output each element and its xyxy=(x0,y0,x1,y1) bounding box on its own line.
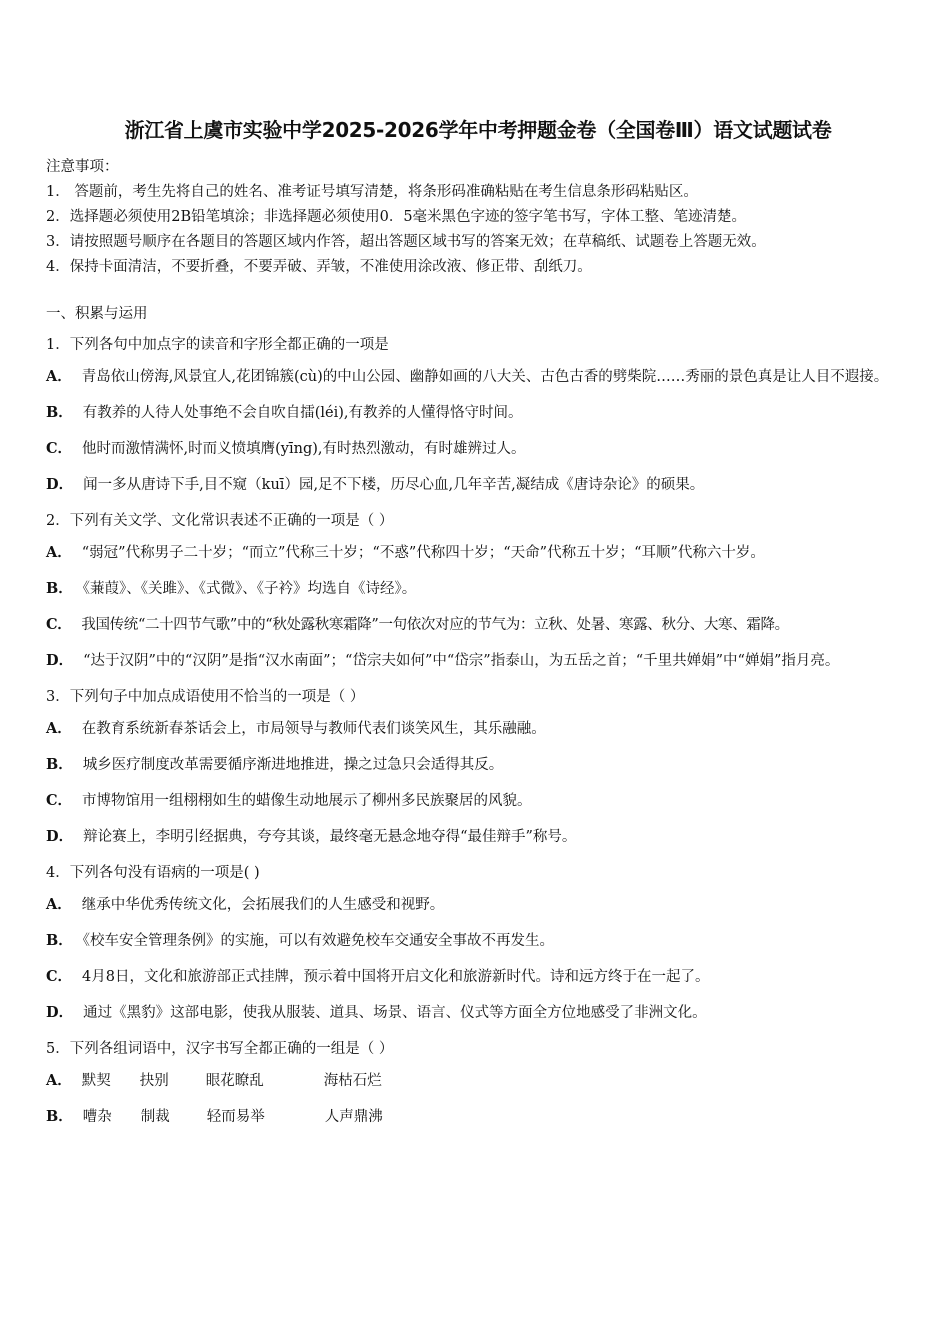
option-text: 继承中华优秀传统文化，会拓展我们的人生感受和视野。 xyxy=(81,897,445,913)
option-text: 他时而激情满怀,时而义愤填膺(yīng),有时热烈激动，有时雄辨过人。 xyxy=(82,441,526,457)
option-c[interactable] xyxy=(46,959,910,995)
option-label: B． xyxy=(46,1108,73,1125)
option-c[interactable] xyxy=(46,607,910,643)
option-label: A． xyxy=(46,896,72,913)
option-text: 闻一多从唐诗下手,目不窥（kuī）园,足不下楼，历尽心血,几年辛苦,凝结成《唐诗杂论》的硕果。 xyxy=(83,477,705,493)
word: 制裁 xyxy=(140,1109,170,1125)
word: 轻而易举 xyxy=(206,1109,265,1125)
notes-item: 3．请按照题号顺序在各题目的答题区域内作答，超出答题区域书写的答案无效；在草稿纸、试题卷上答题无效。 xyxy=(46,234,766,250)
option-text: 城乡医疗制度改革需要循序渐进地推进，操之过急只会适得其反。 xyxy=(82,757,504,773)
option-text: 我国传统“二十四节气歌”中的“秋处露秋寒霜降”一句依次对应的节气为：立秋、处暑、寒露、秋分、大寒、霜降。 xyxy=(81,617,789,633)
option-label: C． xyxy=(46,616,72,633)
option-b[interactable] xyxy=(46,1099,910,1135)
question-stem: 2．下列有关文学、文化常识表述不正确的一项是（ ） xyxy=(46,513,394,529)
word: 眼花瞭乱 xyxy=(205,1073,264,1089)
option-text: 《校车安全管理条例》的实施，可以有效避免校车交通安全事故不再发生。 xyxy=(82,933,555,949)
option-text: 《蒹葭》、《关雎》、《式微》、《子衿》均选自《诗经》。 xyxy=(82,581,417,597)
option-d[interactable] xyxy=(46,643,910,679)
question-stem: 5．下列各组词语中，汉字书写全都正确的一组是（ ） xyxy=(46,1041,394,1057)
option-b[interactable] xyxy=(46,395,910,431)
question-1 xyxy=(46,331,910,503)
notes-block xyxy=(46,155,910,280)
option-text: “弱冠”代称男子二十岁；“而立”代称三十岁；“不惑”代称四十岁；“天命”代称五十岁；“耳顺”代称六十岁。 xyxy=(81,545,765,561)
option-text: 青岛依山傍海,风景宜人,花团锦簇(cù)的中山公园、幽静如画的八大关、古色古香的劈柴院……秀丽的景色真是让人目不遐接。 xyxy=(81,369,889,385)
option-label: D． xyxy=(46,476,74,493)
option-a[interactable] xyxy=(46,1063,910,1099)
option-label: C． xyxy=(46,440,73,457)
option-d[interactable] xyxy=(46,819,910,855)
question-5 xyxy=(46,1035,910,1135)
option-text: “达于汉阴”中的“汉阴”是指“汉水南面”；“岱宗夫如何”中“岱宗”指泰山，为五岳之首；“千里共婵娟”中“婵娟”指月亮。 xyxy=(83,653,840,669)
option-c[interactable] xyxy=(46,783,910,819)
notes-item: 1． 答题前，考生先将自己的姓名、准考证号填写清楚，将条形码准确粘贴在考生信息条形码粘贴区。 xyxy=(46,184,698,200)
word: 海枯石烂 xyxy=(323,1073,382,1089)
word: 默契 xyxy=(81,1073,111,1089)
option-text: 辩论赛上，李明引经据典，夸夸其谈，最终毫无悬念地夺得“最佳辩手”称号。 xyxy=(83,829,577,845)
option-b[interactable] xyxy=(46,571,910,607)
option-b[interactable] xyxy=(46,747,910,783)
option-a[interactable] xyxy=(46,359,910,395)
option-label: B． xyxy=(46,756,73,773)
option-label: B． xyxy=(46,932,73,949)
option-label: C． xyxy=(46,792,73,809)
word: 人声鼎沸 xyxy=(324,1109,383,1125)
option-label: B． xyxy=(46,404,73,421)
section-heading: 一、积累与运用 xyxy=(46,306,148,322)
option-c[interactable] xyxy=(46,431,910,467)
word: 嘈杂 xyxy=(82,1109,112,1125)
option-a[interactable] xyxy=(46,711,910,747)
option-label: A． xyxy=(46,1072,72,1089)
notes-item: 2．选择题必须使用2B铅笔填涂；非选择题必须使用0．5毫米黑色字迹的签字笔书写，字体工整、笔迹清楚。 xyxy=(46,209,747,225)
option-a[interactable] xyxy=(46,887,910,923)
option-text: 有教养的人待人处事绝不会自吹自擂(léi),有教养的人懂得恪守时间。 xyxy=(82,405,523,421)
option-b[interactable] xyxy=(46,923,910,959)
notes-item: 4．保持卡面清洁，不要折叠，不要弄破、弄皱，不准使用涂改液、修正带、刮纸刀。 xyxy=(46,259,592,275)
option-label: C． xyxy=(46,968,73,985)
option-label: A． xyxy=(46,368,72,385)
option-text: 4月8日，文化和旅游部正式挂牌，预示着中国将开启文化和旅游新时代。诗和远方终于在一起了。 xyxy=(82,969,710,985)
question-stem: 1．下列各句中加点字的读音和字形全都正确的一项是 xyxy=(46,337,389,353)
question-4 xyxy=(46,859,910,1031)
option-text: 在教育系统新春茶话会上，市局领导与教师代表们谈笑风生，其乐融融。 xyxy=(81,721,546,737)
option-label: A． xyxy=(46,720,72,737)
option-label: D． xyxy=(46,1004,74,1021)
word: 抉别 xyxy=(139,1073,169,1089)
option-d[interactable] xyxy=(46,995,910,1031)
option-text: 市博物馆用一组栩栩如生的蜡像生动地展示了柳州多民族聚居的风貌。 xyxy=(82,793,532,809)
option-a[interactable] xyxy=(46,535,910,571)
question-2 xyxy=(46,507,910,679)
option-label: A． xyxy=(46,544,72,561)
page-title: 浙江省上虞市实验中学2025-2026学年中考押题金卷（全国卷Ⅲ）语文试题试卷 xyxy=(124,118,832,142)
question-stem: 3．下列句子中加点成语使用不恰当的一项是（ ） xyxy=(46,689,365,705)
option-label: D． xyxy=(46,652,74,669)
option-label: D． xyxy=(46,828,74,845)
option-d[interactable] xyxy=(46,467,910,503)
question-3 xyxy=(46,683,910,855)
option-label: B． xyxy=(46,580,73,597)
notes-heading: 注意事项： xyxy=(46,159,119,175)
option-text: 通过《黑豹》这部电影，使我从服装、道具、场景、语言、仪式等方面全方位地感受了非洲文化。 xyxy=(83,1005,707,1021)
question-stem: 4．下列各句没有语病的一项是( ) xyxy=(46,865,260,881)
